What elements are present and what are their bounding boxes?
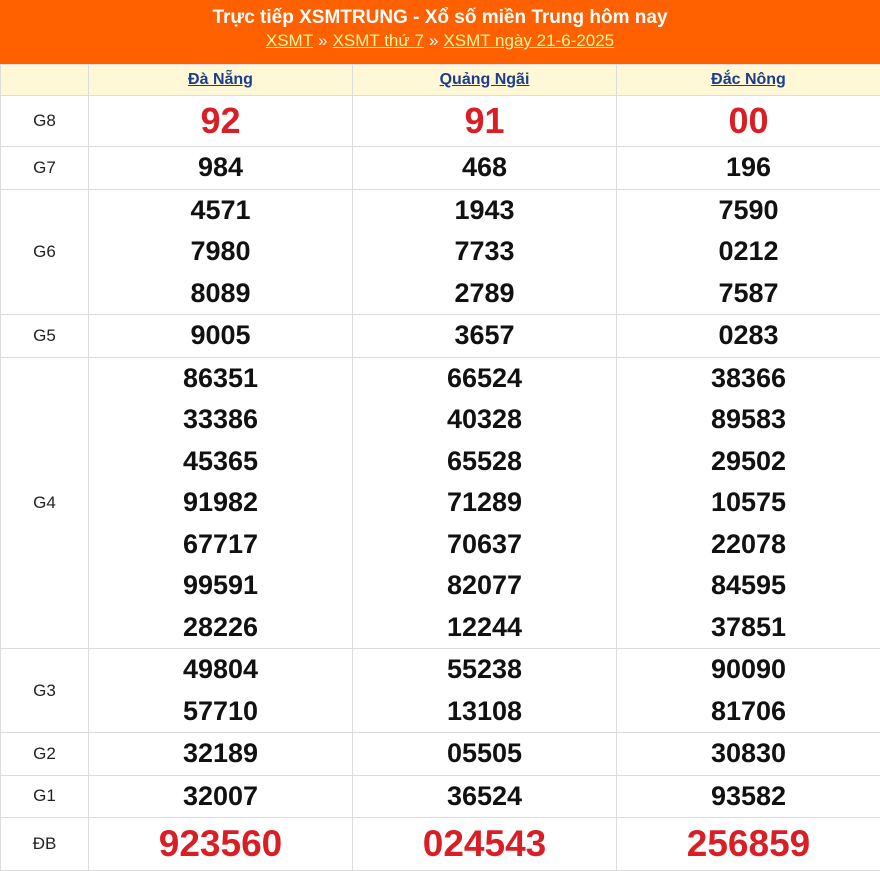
prize-number: 84595 xyxy=(617,565,880,607)
prize-row-g2 xyxy=(1,733,880,776)
prize-cell xyxy=(89,818,353,871)
prize-row-g4 xyxy=(1,357,880,649)
prize-number: 93582 xyxy=(617,776,880,818)
prize-cell xyxy=(617,649,880,733)
page-title: Trực tiếp XSMTRUNG - Xổ số miền Trung hôm nay xyxy=(0,6,880,30)
prize-number: 32189 xyxy=(89,733,352,775)
prize-number: 90090 xyxy=(617,649,880,691)
prize-cell xyxy=(617,733,880,776)
province-header-cell xyxy=(89,65,353,96)
prize-number: 7587 xyxy=(617,273,880,315)
prize-number: 4571 xyxy=(89,190,352,232)
prize-number: 82077 xyxy=(353,565,616,607)
prize-number: 2789 xyxy=(353,273,616,315)
prize-number: 92 xyxy=(89,100,352,142)
prize-label: G2 xyxy=(1,733,89,776)
prize-number: 91 xyxy=(353,100,616,142)
prize-number: 55238 xyxy=(353,649,616,691)
prize-number: 57710 xyxy=(89,691,352,733)
breadcrumb-separator: » xyxy=(424,31,443,50)
prize-cell xyxy=(617,96,880,147)
prize-number: 22078 xyxy=(617,524,880,566)
prize-number: 0283 xyxy=(617,315,880,357)
prize-cell xyxy=(89,96,353,147)
header-corner-cell xyxy=(1,65,89,96)
prize-number: 196 xyxy=(617,147,880,189)
prize-number: 10575 xyxy=(617,482,880,524)
prize-number: 67717 xyxy=(89,524,352,566)
prize-number: 7733 xyxy=(353,231,616,273)
prize-number: 984 xyxy=(89,147,352,189)
prize-number: 40328 xyxy=(353,399,616,441)
prize-number: 70637 xyxy=(353,524,616,566)
prize-label: G4 xyxy=(1,357,89,649)
prize-row-g7 xyxy=(1,147,880,190)
prize-number: 66524 xyxy=(353,358,616,400)
prize-cell xyxy=(89,775,353,818)
province-header-row xyxy=(1,65,880,96)
prize-cell xyxy=(617,357,880,649)
prize-cell xyxy=(617,315,880,358)
prize-number: 7590 xyxy=(617,190,880,232)
prize-cell xyxy=(353,147,617,190)
prize-cell xyxy=(89,357,353,649)
prize-cell xyxy=(617,147,880,190)
prize-number: 71289 xyxy=(353,482,616,524)
prize-number: 0212 xyxy=(617,231,880,273)
prize-number: 45365 xyxy=(89,441,352,483)
special-prize-number: 024543 xyxy=(353,823,616,865)
prize-cell xyxy=(89,733,353,776)
prize-number: 32007 xyxy=(89,776,352,818)
page-header xyxy=(0,0,880,64)
breadcrumb xyxy=(0,30,880,52)
prize-number: 3657 xyxy=(353,315,616,357)
province-link-da-nang[interactable]: Đà Nẵng xyxy=(188,71,253,88)
province-link-dac-nong[interactable]: Đắc Nông xyxy=(711,71,786,88)
prize-label: G3 xyxy=(1,649,89,733)
breadcrumb-separator: » xyxy=(313,31,332,50)
prize-number: 86351 xyxy=(89,358,352,400)
prize-number: 05505 xyxy=(353,733,616,775)
prize-number: 29502 xyxy=(617,441,880,483)
prize-number: 7980 xyxy=(89,231,352,273)
prize-row-g6 xyxy=(1,189,880,315)
prize-cell xyxy=(89,189,353,315)
prize-row-g8 xyxy=(1,96,880,147)
prize-cell xyxy=(353,357,617,649)
prize-number: 33386 xyxy=(89,399,352,441)
special-prize-number: 923560 xyxy=(89,823,352,865)
prize-cell xyxy=(353,189,617,315)
prize-number: 38366 xyxy=(617,358,880,400)
prize-number: 65528 xyxy=(353,441,616,483)
prize-row-g1 xyxy=(1,775,880,818)
prize-cell xyxy=(89,315,353,358)
prize-number: 9005 xyxy=(89,315,352,357)
prize-cell xyxy=(617,818,880,871)
prize-number: 28226 xyxy=(89,607,352,649)
prize-number: 91982 xyxy=(89,482,352,524)
prize-cell xyxy=(89,649,353,733)
prize-cell xyxy=(617,189,880,315)
prize-label: G6 xyxy=(1,189,89,315)
prize-cell xyxy=(353,775,617,818)
prize-cell xyxy=(89,147,353,190)
prize-number: 00 xyxy=(617,100,880,142)
prize-row-db xyxy=(1,818,880,871)
prize-cell xyxy=(617,775,880,818)
prize-label: G1 xyxy=(1,775,89,818)
prize-cell xyxy=(353,315,617,358)
prize-row-g5 xyxy=(1,315,880,358)
results-table xyxy=(0,64,880,871)
prize-cell xyxy=(353,818,617,871)
breadcrumb-link-xsmt[interactable]: XSMT xyxy=(266,31,313,50)
prize-number: 81706 xyxy=(617,691,880,733)
prize-number: 1943 xyxy=(353,190,616,232)
prize-number: 99591 xyxy=(89,565,352,607)
breadcrumb-link-xsmt-date[interactable]: XSMT ngày 21-6-2025 xyxy=(443,31,614,50)
prize-cell xyxy=(353,649,617,733)
prize-label: G8 xyxy=(1,96,89,147)
prize-number: 30830 xyxy=(617,733,880,775)
prize-number: 49804 xyxy=(89,649,352,691)
prize-cell xyxy=(353,733,617,776)
prize-number: 12244 xyxy=(353,607,616,649)
prize-number: 36524 xyxy=(353,776,616,818)
province-header-cell xyxy=(617,65,880,96)
prize-label: G7 xyxy=(1,147,89,190)
prize-cell xyxy=(353,96,617,147)
breadcrumb-link-xsmt-thu-7[interactable]: XSMT thứ 7 xyxy=(333,31,424,50)
prize-number: 89583 xyxy=(617,399,880,441)
prize-number: 8089 xyxy=(89,273,352,315)
prize-number: 13108 xyxy=(353,691,616,733)
prize-number: 468 xyxy=(353,147,616,189)
prize-label: G5 xyxy=(1,315,89,358)
special-prize-number: 256859 xyxy=(617,823,880,865)
province-link-quang-ngai[interactable]: Quảng Ngãi xyxy=(440,71,530,88)
results-body xyxy=(1,96,880,871)
prize-label: ĐB xyxy=(1,818,89,871)
prize-number: 37851 xyxy=(617,607,880,649)
province-header-cell xyxy=(353,65,617,96)
prize-row-g3 xyxy=(1,649,880,733)
